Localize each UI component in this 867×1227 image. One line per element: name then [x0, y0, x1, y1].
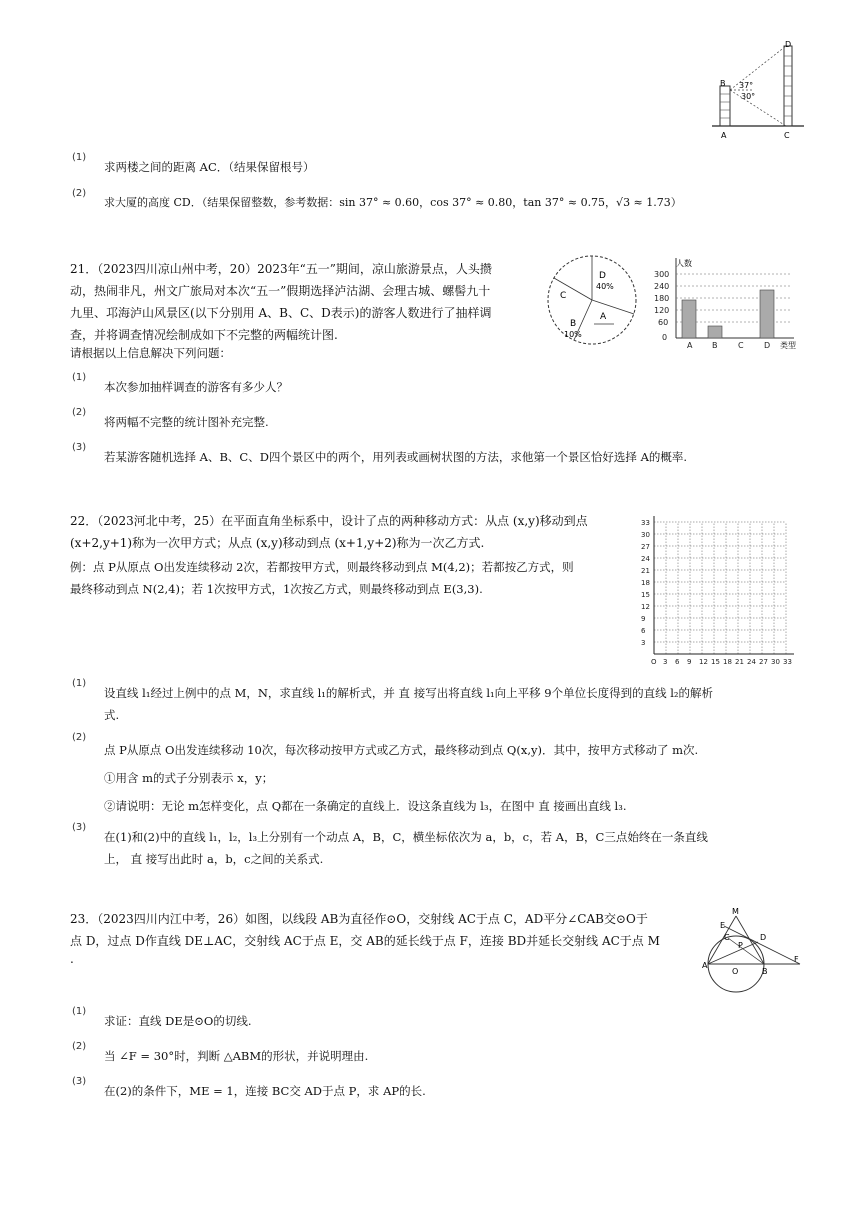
y-tick-label: 120 [654, 306, 670, 315]
stem-line: 21．（2023四川凉山州中考，20）2023年“五一”期间，凉山旅游景点，人头攒 [70, 262, 492, 276]
item-line: 设直线 l₁经过上例中的点 M，N，求直线 l₁的解析式，并 直 接写出将直线 l₁向上平移 9个单位长度得到的直线 l₂的解析 [104, 686, 714, 700]
grid-y-tick: 6 [641, 627, 646, 635]
y-tick-label: 60 [658, 318, 669, 327]
x-ticks [687, 341, 770, 350]
pie-chart [544, 252, 640, 348]
item-number: (3) [72, 822, 87, 833]
y-tick-label: 0 [662, 333, 668, 342]
q22-stem [70, 510, 630, 554]
grid-y-tick: 18 [641, 579, 650, 587]
pie-label: D [599, 271, 606, 281]
fig20-label: A [721, 131, 727, 140]
grid-y-tick: 9 [641, 615, 646, 623]
stem-line: 查，并将调查情况绘制成如下不完整的两幅统计图. [70, 328, 338, 342]
item-line: 在(1)和(2)中的直线 l₁，l₂，l₃上分别有一个动点 A，B，C，横坐标依次为 a，b，c，若 A，B，C三点始终在一条直线 [104, 830, 708, 844]
grid-y-tick: 24 [641, 555, 650, 563]
stem-line: 点 D，过点 D作直线 DE⊥AC，交射线 AC于点 E，交 AB的延长线于点 F，连接 BD并延长交射线 AC于点 M [70, 934, 660, 948]
grid-y-tick: 21 [641, 567, 650, 575]
item-text: 将两幅不完整的统计图补充完整. [104, 415, 269, 429]
item-number: (2) [72, 407, 87, 418]
grid-x-tick: 30 [771, 658, 780, 666]
grid-x-tick: 27 [759, 658, 768, 666]
example-line: 例：点 P从原点 O出发连续移动 2次，若都按甲方式，则最终移动到点 M(4,2)；若都按乙方式，则 [70, 560, 574, 574]
item-number: (3) [72, 1076, 87, 1087]
fig20-label: 37° [739, 81, 754, 90]
item-text: 当 ∠F = 30°时，判断 △ABM的形状，并说明理由. [104, 1049, 369, 1063]
stem-line: 23．（2023四川内江中考，26）如图，以线段 AB为直径作⊙O，交射线 AC于点 C，AD平分∠CAB交⊙O于 [70, 912, 648, 926]
grid-x-tick: 6 [675, 658, 680, 666]
item-text: 在(2)的条件下，ME = 1，连接 BC交 AD于点 P，求 AP的长. [104, 1084, 426, 1098]
buildings-figure [708, 38, 808, 142]
grid-x-tick: 12 [699, 658, 708, 666]
grid-y-tick: 15 [641, 591, 650, 599]
grid-x-tick: O [651, 658, 657, 666]
y-tick-label: 240 [654, 282, 670, 291]
bar-a [682, 300, 696, 338]
fig23-label: B [762, 967, 768, 976]
y-tick-label: 300 [654, 270, 670, 279]
coordinate-grid [640, 510, 800, 666]
item-number: (1) [72, 678, 87, 689]
item-line: 上， 直 接写出此时 a，b，c之间的关系式. [104, 852, 324, 866]
grid-x-tick: 24 [747, 658, 756, 666]
bar-xlabel: 类型 [780, 341, 796, 350]
grid-y-tick: 30 [641, 531, 650, 539]
pie-label: 40% [596, 282, 614, 291]
grid-y-tick: 12 [641, 603, 650, 611]
fig23-label: P [738, 941, 743, 950]
fig23-label: F [794, 955, 799, 964]
stem-line: 动，热闹非凡，州文广旅局对本次“五一”假期选择泸沽湖、会理古城、螺髻九十 [70, 284, 491, 298]
item-number: (2) [72, 188, 87, 199]
pie-label: B [570, 319, 577, 329]
item-line: ①用含 m的式子分别表示 x，y； [104, 771, 274, 785]
grid-y-tick: 27 [641, 543, 650, 551]
example-line: 最终移动到点 N(2,4)；若 1次按甲方式，1次按乙方式，则最终移动到点 E(3,3). [70, 582, 483, 596]
grid-y-tick: 3 [641, 639, 646, 647]
fig20-label: C [784, 131, 790, 140]
item-text: 求两楼之间的距离 AC．（结果保留根号） [104, 160, 315, 174]
fig20-label: B [720, 79, 726, 88]
x-tick-label: A [687, 341, 693, 350]
grid-x-tick: 3 [663, 658, 668, 666]
grid-x-tick: 9 [687, 658, 692, 666]
fig23-label: D [760, 933, 767, 942]
item-line: 点 P从原点 O出发连续移动 10次，每次移动按甲方式或乙方式，最终移动到点 Q(x,y)．其中，按甲方式移动了 m次. [104, 743, 699, 757]
x-tick-label: B [712, 341, 718, 350]
grid-x-tick: 21 [735, 658, 744, 666]
grid-x-tick: 15 [711, 658, 720, 666]
item-text: 若某游客随机选择 A、B、C、D四个景区中的两个，用列表或画树状图的方法，求他第一个景区恰好选择 A的概率. [104, 450, 688, 464]
bar-b [708, 326, 722, 338]
item-line: 式. [104, 708, 120, 722]
fig23-label: M [732, 907, 739, 916]
q21-prompt: 请根据以上信息解决下列问题： [70, 346, 231, 360]
pie-label: 10% [564, 330, 582, 339]
item-text: 求证：直线 DE是⊙O的切线. [104, 1014, 252, 1028]
q23-stem [70, 908, 690, 966]
circle-figure [700, 904, 804, 994]
grid-y-tick: 33 [641, 519, 650, 527]
stem-line: 22．（2023河北中考，25）在平面直角坐标系中，设计了点的两种移动方式：从点 (x,y)移动到点 [70, 514, 588, 528]
y-tick-label: 180 [654, 294, 670, 303]
x-tick-label: C [738, 341, 744, 350]
q22-example [70, 556, 630, 600]
y-ticks [654, 270, 669, 342]
grid-x-tick: 33 [783, 658, 792, 666]
fig23-label: C [724, 933, 730, 942]
bar-ylabel: 人数 [676, 259, 692, 268]
fig20-label: D [785, 40, 792, 49]
item-text: 求大厦的高度 CD．（结果保留整数，参考数据：sin 37° ≈ 0.60，cos 37° ≈ 0.80，tan 37° ≈ 0.75，√3 ≈ 1.73） [104, 196, 682, 209]
stem-line: (x+2,y+1)称为一次甲方式；从点 (x,y)移动到点 (x+1,y+2)称为一次乙方式. [70, 536, 485, 550]
item-number: (2) [72, 1041, 87, 1052]
fig23-label: A [702, 961, 708, 970]
pie-label: A [600, 312, 607, 322]
x-tick-label: D [764, 341, 771, 350]
stem-line: . [70, 952, 74, 966]
item-number: (2) [72, 732, 87, 743]
bar-d [760, 290, 774, 338]
item-text: 本次参加抽样调查的游客有多少人？ [104, 380, 288, 394]
fig20-label: 30° [741, 92, 756, 101]
item-number: (3) [72, 442, 87, 453]
pie-label: C [560, 291, 567, 301]
grid-x-tick: 18 [723, 658, 732, 666]
bar-chart [652, 252, 802, 354]
item-line: ②请说明：无论 m怎样变化，点 Q都在一条确定的直线上．设这条直线为 l₃，在图中 直 接画出直线 l₃. [104, 799, 627, 813]
stem-line: 九里、邛海泸山风景区(以下分别用 A、B、C、D表示)的游客人数进行了抽样调 [70, 306, 492, 320]
item-number: (1) [72, 372, 87, 383]
fig23-label: O [732, 967, 739, 976]
fig23-label: E [720, 921, 726, 930]
q21-stem [70, 258, 540, 346]
item-number: (1) [72, 152, 87, 163]
item-number: (1) [72, 1006, 87, 1017]
